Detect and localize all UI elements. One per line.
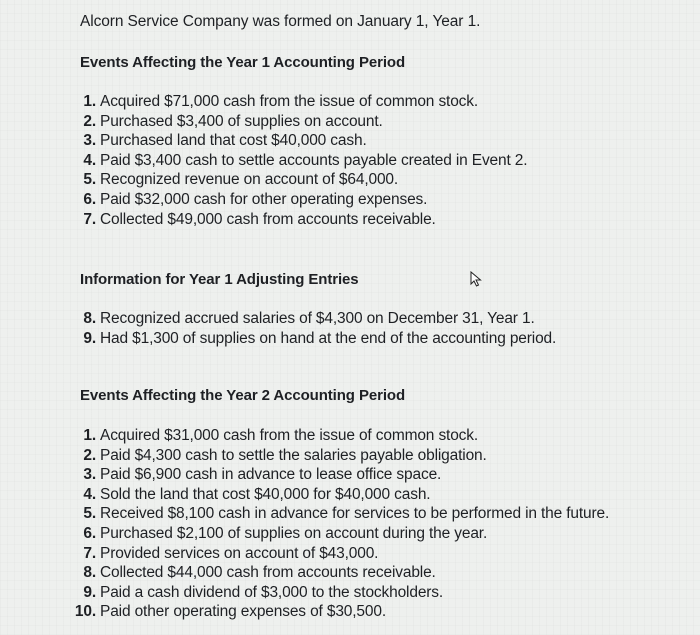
item-number: 9. — [83, 329, 96, 347]
item-number: 5. — [83, 171, 96, 189]
mouse-pointer-icon — [470, 271, 484, 287]
section-heading-adjusting-entries: Information for Year 1 Adjusting Entries — [80, 271, 359, 288]
item-text: Purchased $3,400 of supplies on account. — [100, 112, 383, 130]
section-heading-year2-events: Events Affecting the Year 2 Accounting Period — [80, 387, 406, 404]
item-number: 1. — [83, 427, 96, 444]
item-text: Sold the land that cost $40,000 for $40,000 cash. — [100, 485, 431, 503]
item-text: Paid $4,300 cash to settle the salaries payable obligation. — [100, 446, 487, 464]
item-number: 3. — [83, 132, 96, 150]
item-number: 8. — [83, 310, 96, 327]
item-number: 3. — [83, 466, 96, 484]
item-number: 9. — [83, 583, 96, 601]
item-number: 4. — [83, 485, 96, 503]
item-number: 7. — [83, 210, 96, 228]
item-text: Collected $44,000 cash from accounts receivable. — [100, 564, 436, 582]
item-text: Received $8,100 cash in advance for services to be performed in the future. — [100, 505, 610, 523]
item-number: 10. — [74, 603, 96, 621]
item-text: Paid a cash dividend of $3,000 to the stockholders. — [100, 583, 444, 601]
item-number: 6. — [83, 190, 96, 208]
item-number: 5. — [83, 505, 96, 523]
item-text: Paid $32,000 cash for other operating expenses. — [100, 190, 428, 208]
item-number: 7. — [83, 544, 96, 562]
item-number: 4. — [83, 151, 96, 169]
item-text: Recognized revenue on account of $64,000. — [100, 171, 399, 189]
item-text: Paid other operating expenses of $30,500. — [100, 603, 386, 621]
item-text: Provided services on account of $43,000. — [100, 544, 379, 562]
item-text: Paid $3,400 cash to settle accounts payable created in Event 2. — [100, 151, 528, 169]
intro-text: Alcorn Service Company was formed on January 1, Year 1. — [80, 13, 481, 30]
item-number: 1. — [83, 93, 96, 110]
item-text: Had $1,300 of supplies on hand at the end of the accounting period. — [100, 329, 557, 347]
item-text: Paid $6,900 cash in advance to lease office space. — [100, 466, 442, 484]
item-text: Acquired $71,000 cash from the issue of common stock. — [100, 93, 479, 110]
item-text: Acquired $31,000 cash from the issue of common stock. — [100, 427, 479, 444]
item-number: 6. — [83, 524, 96, 542]
item-number: 2. — [83, 446, 96, 464]
section-heading-year1-events: Events Affecting the Year 1 Accounting Period — [80, 54, 406, 71]
item-text: Purchased $2,100 of supplies on account during the year. — [100, 524, 488, 542]
item-text: Recognized accrued salaries of $4,300 on December 31, Year 1. — [100, 310, 535, 327]
item-number: 8. — [83, 564, 96, 582]
item-text: Collected $49,000 cash from accounts receivable. — [100, 210, 436, 228]
item-number: 2. — [83, 112, 96, 130]
item-text: Purchased land that cost $40,000 cash. — [100, 132, 367, 150]
